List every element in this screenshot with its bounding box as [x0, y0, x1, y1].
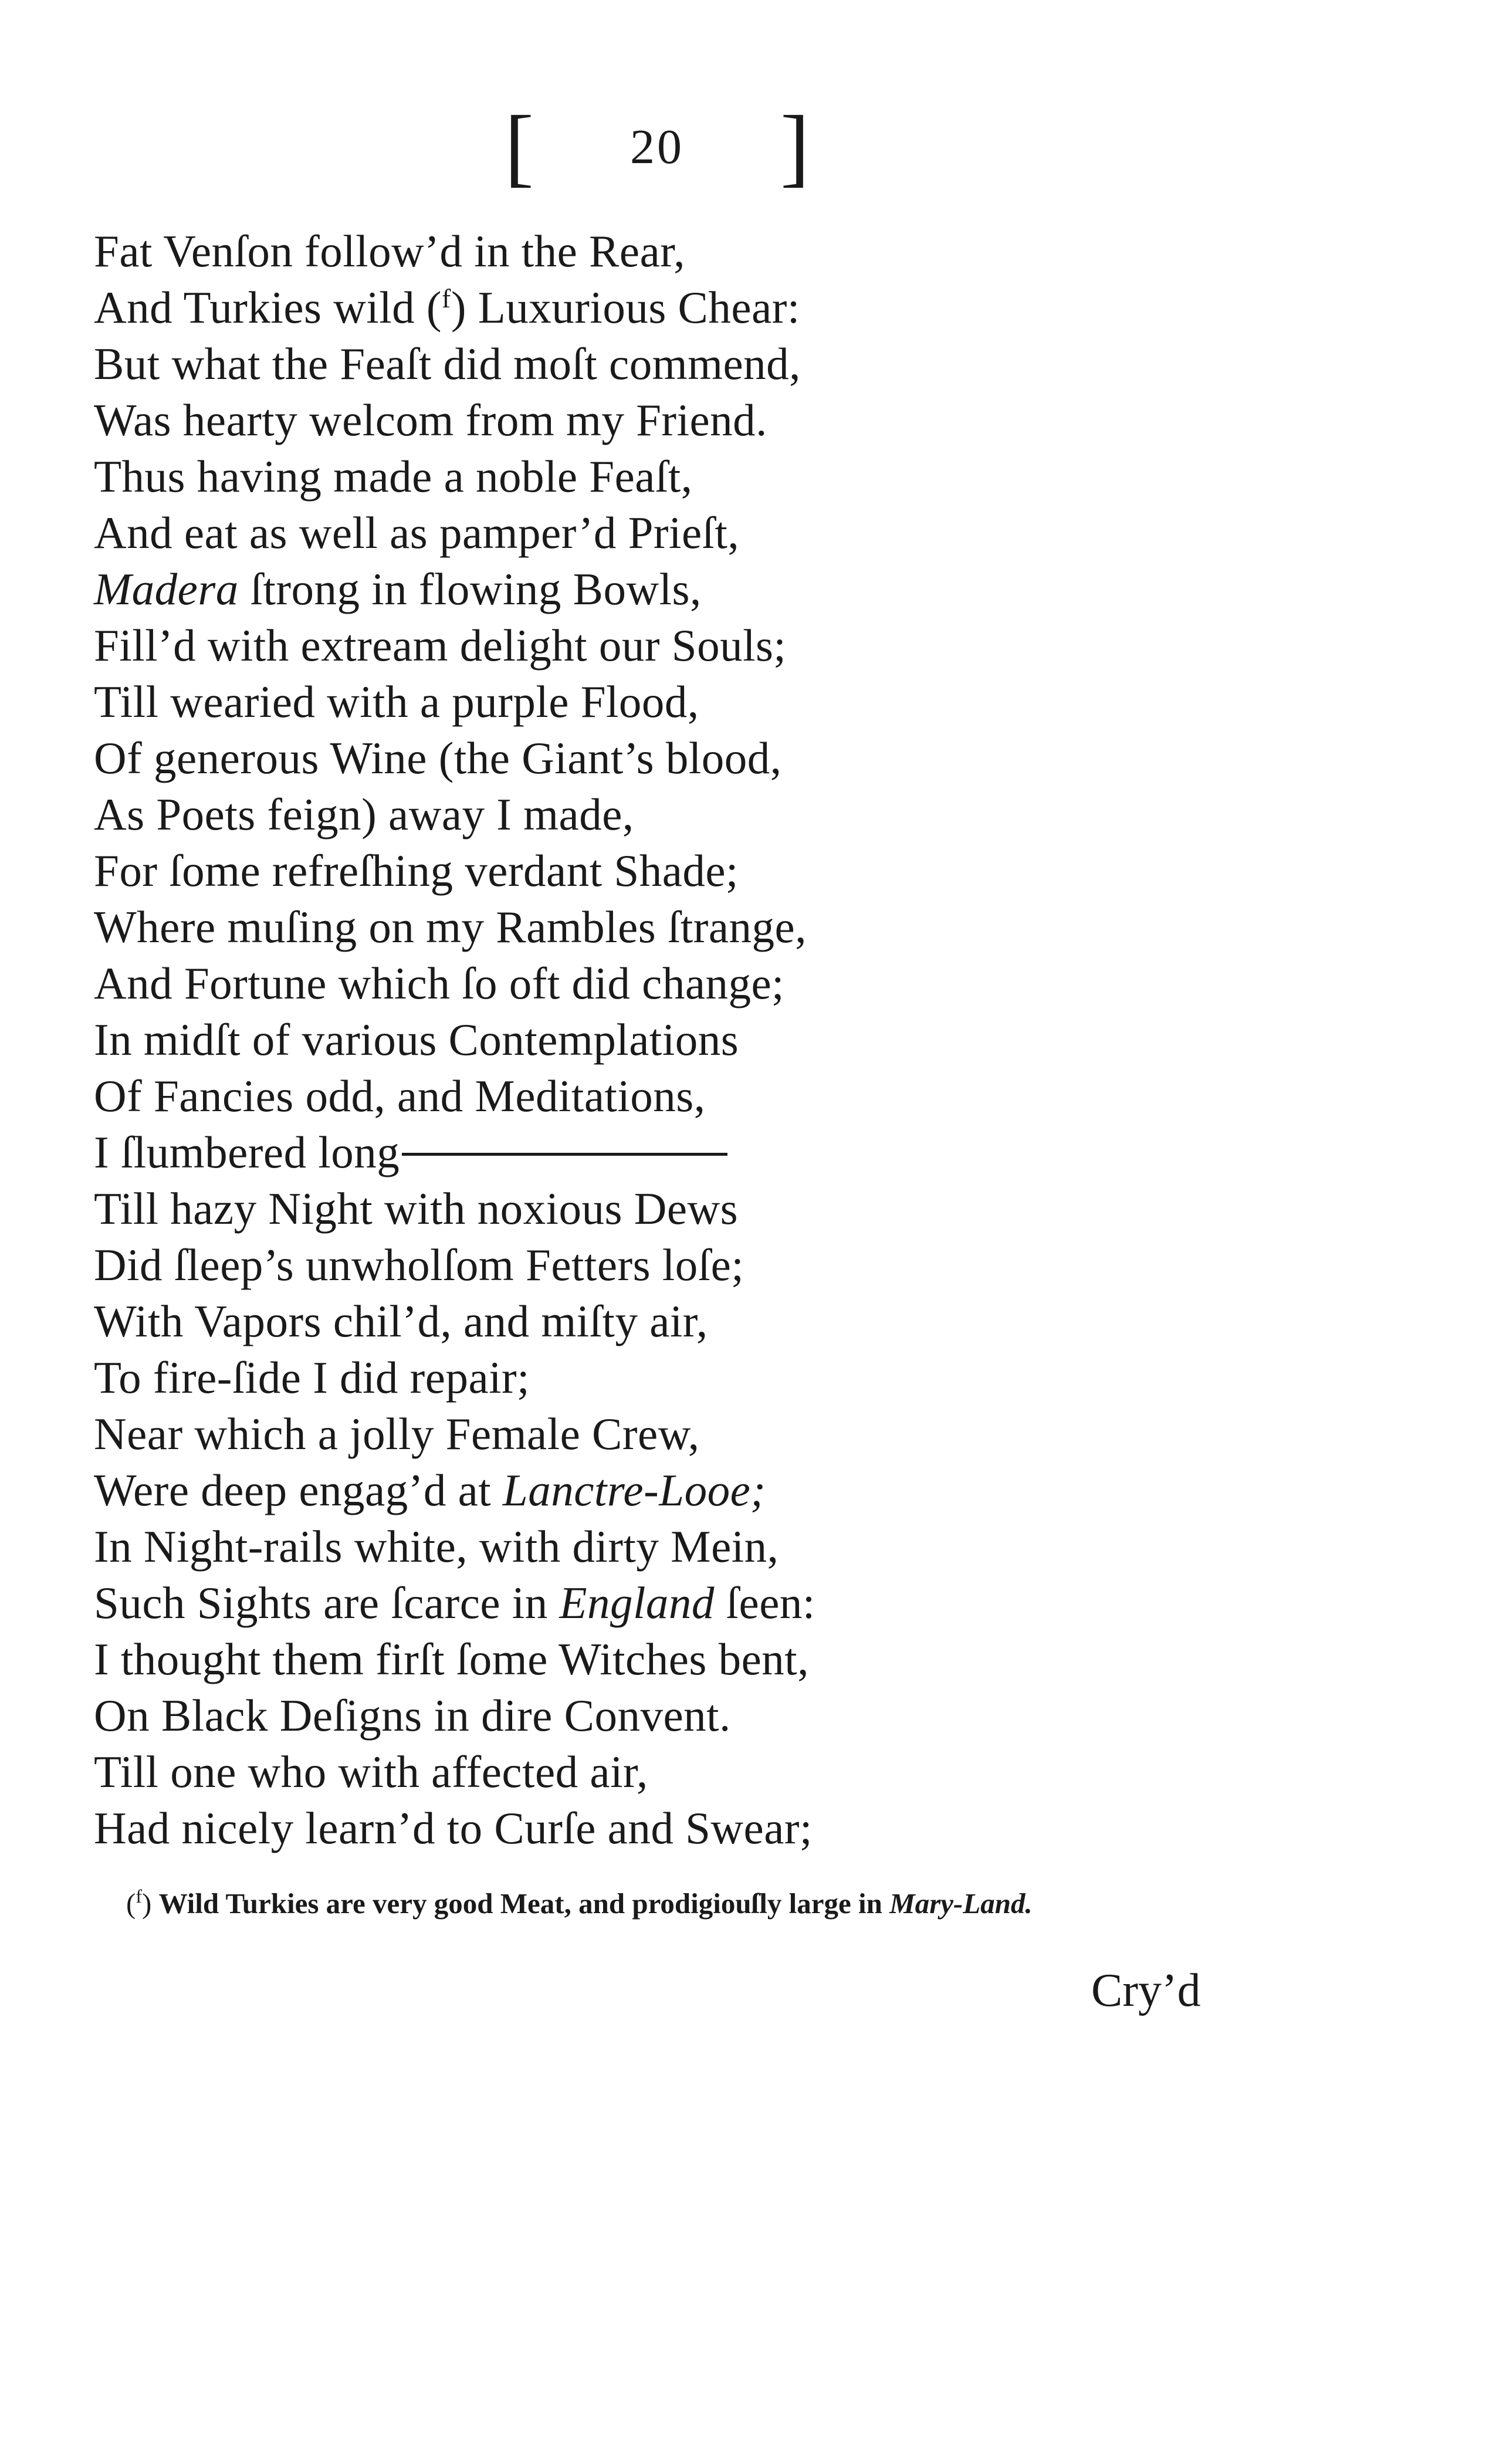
open-bracket: [: [505, 98, 534, 195]
poem-line: Did ſleep’s unwholſom Fetters loſe;: [94, 1240, 744, 1290]
poem-line: [94, 279, 1209, 336]
poem-line: For ſome refreſhing verdant Shade;: [94, 845, 739, 896]
poem-line: In midſt of various Contemplations: [94, 1014, 739, 1065]
poem-line: In Night-rails white, with dirty Mein,: [94, 1521, 779, 1572]
poem-line: [94, 1124, 1209, 1180]
poem-line-text: ) Luxurious Chear:: [451, 282, 800, 333]
poem-line-text: Such Sights are ſcarce in: [94, 1578, 548, 1628]
poem-line: As Poets feign) away I made,: [94, 789, 634, 840]
footnote-close-paren: ): [141, 1887, 152, 1920]
page-number: 20: [630, 119, 684, 174]
note-open-paren: (: [426, 282, 442, 333]
footnote-mark: f: [136, 1886, 142, 1907]
italic-word-lanctre-looe: Lanctre-Looe;: [502, 1465, 766, 1515]
poem-line: Of generous Wine (the Giant’s blood,: [94, 733, 782, 783]
italic-word-madera: Madera: [94, 564, 239, 614]
catchword: Cry’d: [1091, 1965, 1201, 2016]
poem-line: And Fortune which ſo oft did change;: [94, 958, 785, 1008]
poem-line: Till wearied with a purple Flood,: [94, 676, 699, 727]
poem-line: [94, 561, 1209, 617]
poem-line: I thought them firſt ſome Witches bent,: [94, 1634, 809, 1684]
poem-line-text: ſtrong in flowing Bowls,: [250, 564, 702, 614]
poem-line-text: Were deep engag’d at: [94, 1465, 492, 1515]
poem-line: But what the Feaſt did moſt commend,: [94, 339, 801, 389]
poem-line: Fat Venſon follow’d in the Rear,: [94, 226, 686, 276]
poem-line-text: I ſlumbered long: [94, 1127, 400, 1177]
poem-line: Where muſing on my Rambles ſtrange,: [94, 902, 807, 952]
page-header: [505, 98, 810, 195]
poem-line: Fill’d with extream delight our Souls;: [94, 620, 787, 671]
poem-line: Of Fancies odd, and Meditations,: [94, 1071, 706, 1121]
poem-line: [94, 1462, 1209, 1518]
footnote: [126, 1886, 1229, 1921]
footnote-reference-mark: f: [442, 283, 451, 313]
poem-line: With Vapors chil’d, and miſty air,: [94, 1296, 708, 1346]
close-bracket: ]: [780, 98, 810, 195]
poem-line-text: ſeen:: [726, 1578, 815, 1628]
poem-text: [94, 223, 1209, 1856]
poem-line: To fire-ſide I did repair;: [94, 1352, 530, 1403]
poem-line: [94, 1575, 1209, 1631]
poem-line: Till hazy Night with noxious Dews: [94, 1183, 739, 1234]
poem-line: On Black Deſigns in dire Convent.: [94, 1690, 731, 1741]
footnote-italic-place: Mary-Land.: [889, 1887, 1033, 1920]
poem-line: Had nicely learn’d to Curſe and Swear;: [94, 1803, 813, 1853]
poem-line: And eat as well as pamper’d Prieſt,: [94, 507, 740, 558]
footnote-open-paren: (: [126, 1887, 136, 1920]
poem-line: Near which a jolly Female Crew,: [94, 1409, 700, 1459]
footnote-text: Wild Turkies are very good Meat, and prodigiouſly large in: [158, 1887, 882, 1920]
poem-line-text: And Turkies wild: [94, 282, 415, 333]
poem-line: Till one who with affected air,: [94, 1747, 648, 1797]
em-dash-rule: [402, 1153, 727, 1156]
italic-word-england: England: [559, 1578, 715, 1628]
poem-line: Was hearty welcom from my Friend.: [94, 395, 767, 445]
poem-line: Thus having made a noble Feaſt,: [94, 451, 693, 502]
